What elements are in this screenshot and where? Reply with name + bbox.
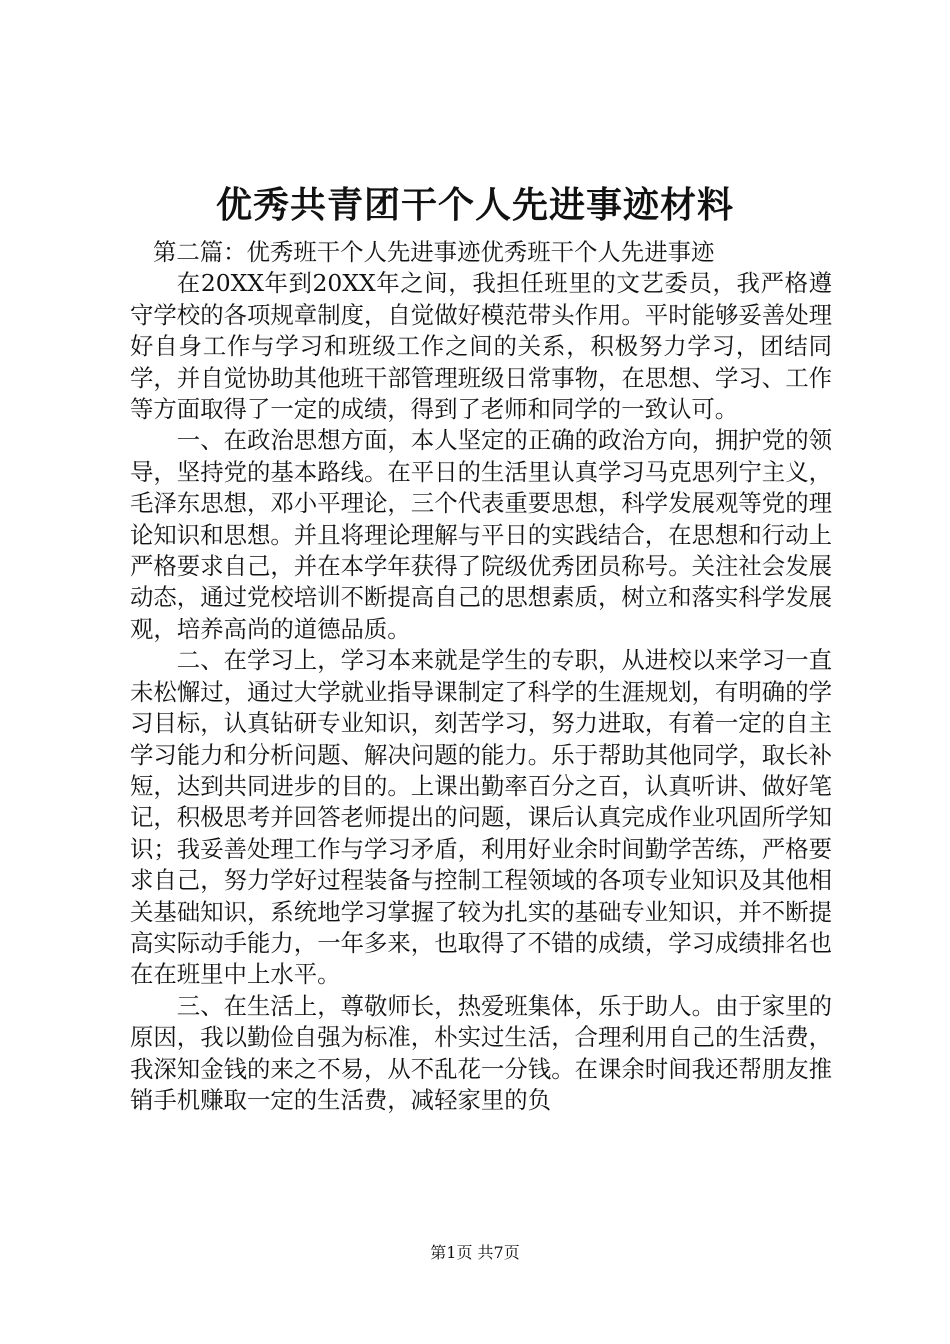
document-subtitle: 第二篇：优秀班干个人先进事迹优秀班干个人先进事迹: [153, 238, 715, 266]
paragraph-intro: 在20XX年到20XX年之间，我担任班里的文艺委员，我严格遵守学校的各项规章制度，自觉做好模范带头作用。平时能够妥善处理好自身工作与学习和班级工作之间的关系，积极努力学习，团结同学，并自觉协助其他班干部管理班级日常事物，在思想、学习、工作等方面取得了一定的成绩，得到了老师和同学的一致认可。: [130, 269, 832, 424]
paragraph-political: 一、在政治思想方面，本人坚定的正确的政治方向，拥护党的领导，坚持党的基本路线。在平日的生活里认真学习马克思列宁主义，毛泽东思想，邓小平理论，三个代表重要思想，科学发展观等党的理论知识和思想。并且将理论理解与平日的实践结合，在思想和行动上严格要求自己，并在本学年获得了院级优秀团员称号。关注社会发展动态，通过党校培训不断提高自己的思想素质，树立和落实科学发展观，培养高尚的道德品质。: [130, 426, 832, 643]
document-body: [130, 237, 832, 1116]
document-title: 优秀共青团干个人先进事迹材料: [215, 184, 734, 226]
paragraph-life: 三、在生活上，尊敬师长，热爱班集体，乐于助人。由于家里的原因，我以勤俭自强为标准，朴实过生活，合理利用自己的生活费，我深知金钱的来之不易，从不乱花一分钱。在课余时间我还帮朋友推销手机赚取一定的生活费，减轻家里的负: [130, 991, 832, 1114]
paragraph-study: 二、在学习上，学习本来就是学生的专职，从进校以来学习一直未松懈过，通过大学就业指导课制定了科学的生涯规划，有明确的学习目标，认真钻研专业知识，刻苦学习，努力进取，有着一定的自主学习能力和分析问题、解决问题的能力。乐于帮助其他同学，取长补短，达到共同进步的目的。上课出勤率百分之百，认真听讲、做好笔记，积极思考并回答老师提出的问题，课后认真完成作业巩固所学知识；我妥善处理工作与学习矛盾，利用好业余时间勤学苦练，严格要求自己，努力学好过程装备与控制工程领域的各项专业知识及其他相关基础知识，系统地学习掌握了较为扎实的基础专业知识，并不断提高实际动手能力，一年多来，也取得了不错的成绩，学习成绩排名也在在班里中上水平。: [130, 646, 832, 989]
page-number-footer: 第1页 共7页: [430, 1243, 520, 1262]
